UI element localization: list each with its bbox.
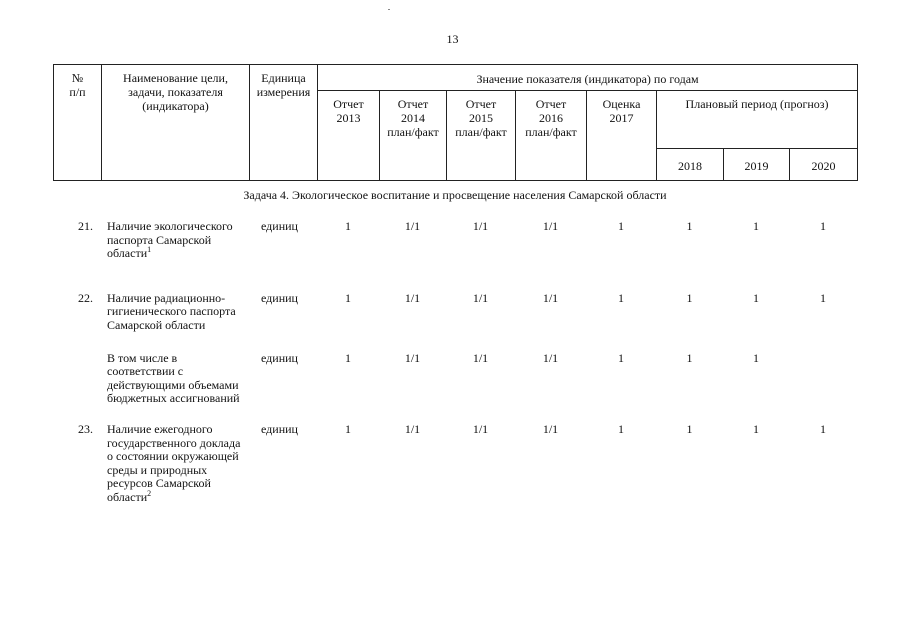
value-2017: 1: [618, 290, 624, 305]
value-2018: 1: [686, 350, 693, 365]
row-unit: единиц: [261, 290, 298, 305]
value-2017: 1: [618, 421, 624, 436]
value-2013: 1: [345, 421, 351, 436]
header-no: № п/п: [54, 65, 102, 181]
row-name: Наличие экологического паспорта Самарской области$^1$: [107, 219, 233, 261]
row-unit: единиц: [261, 219, 298, 233]
value-2019: 1: [753, 219, 759, 233]
header-year-2018: 2018: [657, 149, 724, 181]
value-2020: 1: [820, 219, 826, 233]
header-plan-period: Плановый период (прогноз): [657, 91, 858, 149]
value-2014: 1/1: [404, 290, 421, 305]
footnote-marker: 2: [147, 488, 152, 498]
value-2019: 1: [753, 421, 759, 436]
row-name: Наличие радиационно-гигиенического паспорта Самарской области: [107, 290, 236, 332]
value-2016: 1/1: [542, 219, 559, 233]
page-number: 13: [446, 32, 459, 46]
row-number: 23.: [78, 421, 93, 436]
value-2020: [789, 352, 857, 423]
value-2019: 1: [753, 290, 759, 305]
value-2018: 1: [686, 219, 693, 233]
value-2019: 1: [753, 350, 759, 365]
header-values-group: Значение показателя (индикатора) по годам: [318, 65, 858, 91]
header-report-2014: Отчет 2014 план/факт: [380, 91, 447, 181]
row-unit: единиц: [261, 421, 298, 436]
row-unit: единиц: [261, 350, 298, 365]
header-report-2013: Отчет 2013: [318, 91, 380, 181]
value-2018: 1: [686, 421, 693, 436]
table-row: [53, 352, 857, 423]
value-2015: 1/1: [472, 421, 489, 436]
table-row: [53, 220, 857, 292]
row-name: В том числе в соответствии с действующими объемами бюджетных ассигнований: [107, 350, 240, 406]
row-number: [53, 352, 101, 423]
header-year-2020: 2020: [790, 149, 858, 181]
value-2014: 1/1: [404, 350, 421, 365]
row-name: Наличие ежегодного государственного доклада о состоянии окружающей среды и природных ресурсов Самарской области$^2$: [107, 421, 241, 504]
value-2014: 1/1: [404, 421, 421, 436]
scan-speck: [388, 9, 390, 10]
value-2016: 1/1: [542, 290, 559, 305]
value-2014: 1/1: [404, 219, 421, 233]
header-name: Наименование цели, задачи, показателя (индикатора): [102, 65, 250, 181]
header-year-2019: 2019: [724, 149, 790, 181]
header-report-2016: Отчет 2016 план/факт: [516, 91, 587, 181]
task-title: Задача 4. Экологическое воспитание и просвещение населения Самарской области: [243, 188, 667, 202]
header-estimate-2017: Оценка 2017: [587, 91, 657, 181]
value-2018: 1: [686, 290, 693, 305]
value-2015: 1/1: [472, 350, 489, 365]
value-2013: 1: [345, 219, 351, 233]
value-2015: 1/1: [472, 290, 489, 305]
value-2016: 1/1: [542, 350, 559, 365]
value-2020: 1: [820, 290, 826, 305]
value-2017: 1: [618, 350, 624, 365]
value-2015: 1/1: [472, 219, 489, 233]
header-unit: Единица измерения: [250, 65, 318, 181]
value-2020: 1: [820, 421, 826, 436]
header-report-2015: Отчет 2015 план/факт: [447, 91, 516, 181]
footnote-marker: 1: [147, 245, 152, 255]
value-2013: 1: [345, 350, 351, 365]
row-number: 22.: [78, 290, 93, 305]
table-row: [53, 292, 857, 352]
table-row: [53, 423, 857, 505]
value-2017: 1: [618, 219, 624, 233]
header-table: [53, 64, 858, 181]
row-number: 21.: [78, 219, 93, 233]
indicators-table: [53, 220, 857, 505]
value-2016: 1/1: [542, 421, 559, 436]
value-2013: 1: [345, 290, 351, 305]
